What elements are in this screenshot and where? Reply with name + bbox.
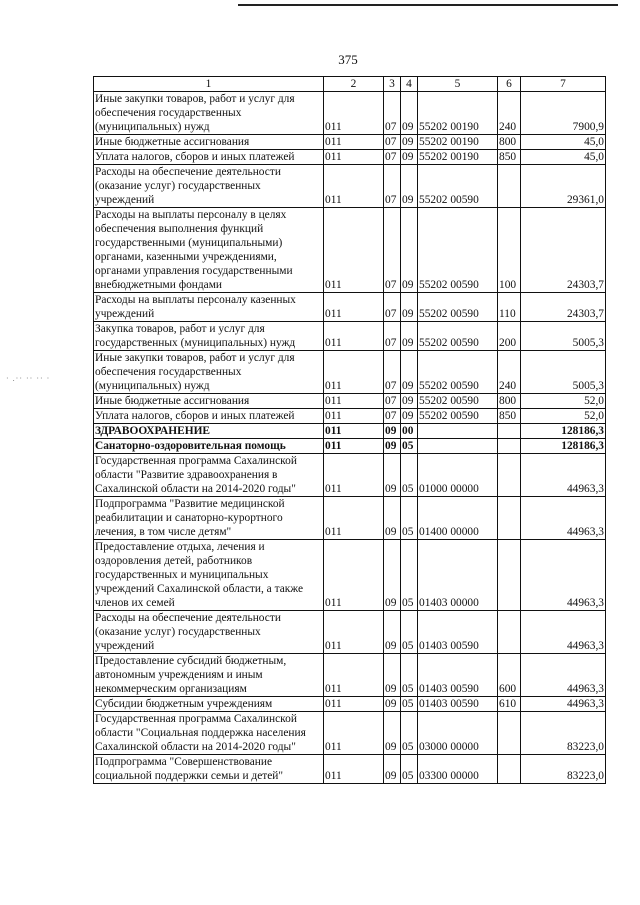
amount: 83223,0 <box>521 712 606 755</box>
ministry-code: 011 <box>324 654 384 697</box>
article-code: 01403 00590 <box>418 654 498 697</box>
section-code: 07 <box>384 394 401 409</box>
ministry-code: 011 <box>324 497 384 540</box>
article-code: 55202 00590 <box>418 293 498 322</box>
column-header: 5 <box>418 77 498 92</box>
subsection-code: 09 <box>401 208 418 293</box>
amount: 52,0 <box>521 409 606 424</box>
row-name: Подпрограмма "Развитие медицинской реабилитации и санаторно-курортного лечения, в том числе детям" <box>94 497 324 540</box>
amount: 44963,3 <box>521 497 606 540</box>
row-name: Подпрограмма "Совершенствование социальной поддержки семьи и детей" <box>94 755 324 784</box>
amount: 45,0 <box>521 150 606 165</box>
row-name: Субсидии бюджетным учреждениям <box>94 697 324 712</box>
row-name: Предоставление субсидий бюджетным, автономным учреждениям и иным некоммерческим организациям <box>94 654 324 697</box>
subsection-code: 09 <box>401 293 418 322</box>
ministry-code: 011 <box>324 611 384 654</box>
subsection-code: 05 <box>401 697 418 712</box>
row-name: Закупка товаров, работ и услуг для государственных (муниципальных) нужд <box>94 322 324 351</box>
ministry-code: 011 <box>324 150 384 165</box>
subsection-code: 09 <box>401 150 418 165</box>
article-code: 55202 00190 <box>418 150 498 165</box>
ministry-code: 011 <box>324 454 384 497</box>
subsection-code: 09 <box>401 165 418 208</box>
section-code: 09 <box>384 697 401 712</box>
page-number: 375 <box>338 52 358 67</box>
amount: 128186,3 <box>521 424 606 439</box>
article-code: 55202 00590 <box>418 165 498 208</box>
budget-table <box>93 76 606 784</box>
ministry-code: 011 <box>324 165 384 208</box>
table-row <box>94 424 606 439</box>
expense-type-code: 240 <box>498 351 521 394</box>
row-name: Расходы на выплаты персоналу в целях обеспечения выполнения функций государственными (муниципальными) органами, казенными учреждениями, органами управления государственными внебюджетными фондами <box>94 208 324 293</box>
amount: 83223,0 <box>521 755 606 784</box>
expense-type-code <box>498 439 521 454</box>
table-row <box>94 135 606 150</box>
article-code: 55202 00190 <box>418 135 498 150</box>
table-row <box>94 540 606 611</box>
amount: 44963,3 <box>521 540 606 611</box>
expense-type-code: 600 <box>498 654 521 697</box>
row-name: Предоставление отдыха, лечения и оздоровления детей, работников государственных и муниципальных учреждений Сахалинской области, а также членов их семей <box>94 540 324 611</box>
expense-type-code: 200 <box>498 322 521 351</box>
section-code: 09 <box>384 439 401 454</box>
column-header: 1 <box>94 77 324 92</box>
section-code: 09 <box>384 755 401 784</box>
expense-type-code <box>498 497 521 540</box>
expense-type-code <box>498 712 521 755</box>
ministry-code: 011 <box>324 293 384 322</box>
table-row <box>94 409 606 424</box>
amount: 24303,7 <box>521 293 606 322</box>
article-code: 03300 00000 <box>418 755 498 784</box>
expense-type-code <box>498 540 521 611</box>
row-name: Иные бюджетные ассигнования <box>94 394 324 409</box>
article-code: 55202 00590 <box>418 322 498 351</box>
table-row <box>94 654 606 697</box>
ministry-code: 011 <box>324 424 384 439</box>
section-code: 09 <box>384 540 401 611</box>
row-name: Санаторно-оздоровительная помощь <box>94 439 324 454</box>
table-row <box>94 351 606 394</box>
subsection-code: 05 <box>401 497 418 540</box>
amount: 44963,3 <box>521 611 606 654</box>
section-code: 09 <box>384 424 401 439</box>
article-code: 55202 00590 <box>418 208 498 293</box>
column-header: 3 <box>384 77 401 92</box>
amount: 52,0 <box>521 394 606 409</box>
column-header: 2 <box>324 77 384 92</box>
table-row <box>94 697 606 712</box>
section-code: 09 <box>384 654 401 697</box>
amount: 24303,7 <box>521 208 606 293</box>
article-code <box>418 424 498 439</box>
expense-type-code: 800 <box>498 135 521 150</box>
section-code: 07 <box>384 165 401 208</box>
column-header: 7 <box>521 77 606 92</box>
ministry-code: 011 <box>324 135 384 150</box>
expense-type-code: 240 <box>498 92 521 135</box>
article-code: 01403 00590 <box>418 611 498 654</box>
expense-type-code <box>498 454 521 497</box>
row-name: Уплата налогов, сборов и иных платежей <box>94 409 324 424</box>
table-row <box>94 454 606 497</box>
amount: 29361,0 <box>521 165 606 208</box>
ministry-code: 011 <box>324 322 384 351</box>
table-row <box>94 208 606 293</box>
subsection-code: 09 <box>401 135 418 150</box>
amount: 7900,9 <box>521 92 606 135</box>
subsection-code: 05 <box>401 454 418 497</box>
row-name: Иные закупки товаров, работ и услуг для обеспечения государственных (муниципальных) нужд <box>94 351 324 394</box>
ministry-code: 011 <box>324 697 384 712</box>
table-row <box>94 92 606 135</box>
article-code: 55202 00190 <box>418 92 498 135</box>
subsection-code: 09 <box>401 409 418 424</box>
row-name: Государственная программа Сахалинской области "Социальная поддержка населения Сахалинской области на 2014-2020 годы" <box>94 712 324 755</box>
amount: 5005,3 <box>521 351 606 394</box>
section-code: 09 <box>384 611 401 654</box>
section-code: 07 <box>384 208 401 293</box>
table-row <box>94 322 606 351</box>
ministry-code: 011 <box>324 755 384 784</box>
section-code: 07 <box>384 150 401 165</box>
row-name: Уплата налогов, сборов и иных платежей <box>94 150 324 165</box>
subsection-code: 05 <box>401 439 418 454</box>
row-name: Расходы на обеспечение деятельности (оказание услуг) государственных учреждений <box>94 611 324 654</box>
expense-type-code: 110 <box>498 293 521 322</box>
table-row <box>94 439 606 454</box>
expense-type-code: 850 <box>498 150 521 165</box>
article-code: 55202 00590 <box>418 351 498 394</box>
section-code: 09 <box>384 497 401 540</box>
ministry-code: 011 <box>324 351 384 394</box>
ministry-code: 011 <box>324 394 384 409</box>
table-row <box>94 394 606 409</box>
table-row <box>94 165 606 208</box>
table-row <box>94 497 606 540</box>
amount: 45,0 <box>521 135 606 150</box>
subsection-code: 09 <box>401 322 418 351</box>
article-code: 01400 00000 <box>418 497 498 540</box>
section-code: 09 <box>384 454 401 497</box>
subsection-code: 05 <box>401 755 418 784</box>
subsection-code: 09 <box>401 92 418 135</box>
subsection-code: 05 <box>401 540 418 611</box>
expense-type-code <box>498 424 521 439</box>
ministry-code: 011 <box>324 208 384 293</box>
amount: 44963,3 <box>521 454 606 497</box>
expense-type-code: 800 <box>498 394 521 409</box>
subsection-code: 05 <box>401 712 418 755</box>
subsection-code: 05 <box>401 654 418 697</box>
section-code: 07 <box>384 135 401 150</box>
section-code: 07 <box>384 322 401 351</box>
subsection-code: 00 <box>401 424 418 439</box>
section-code: 07 <box>384 92 401 135</box>
ministry-code: 011 <box>324 92 384 135</box>
row-name: Иные бюджетные ассигнования <box>94 135 324 150</box>
column-header: 4 <box>401 77 418 92</box>
amount: 44963,3 <box>521 654 606 697</box>
expense-type-code: 100 <box>498 208 521 293</box>
row-name: Расходы на обеспечение деятельности (оказание услуг) государственных учреждений <box>94 165 324 208</box>
subsection-code: 05 <box>401 611 418 654</box>
column-header: 6 <box>498 77 521 92</box>
table-row <box>94 712 606 755</box>
article-code: 03000 00000 <box>418 712 498 755</box>
amount: 5005,3 <box>521 322 606 351</box>
section-code: 07 <box>384 351 401 394</box>
ministry-code: 011 <box>324 712 384 755</box>
article-code: 55202 00590 <box>418 409 498 424</box>
article-code: 01403 00590 <box>418 697 498 712</box>
expense-type-code: 850 <box>498 409 521 424</box>
article-code: 01403 00000 <box>418 540 498 611</box>
row-name: Государственная программа Сахалинской области "Развитие здравоохранения в Сахалинской области на 2014-2020 годы" <box>94 454 324 497</box>
row-name: ЗДРАВООХРАНЕНИЕ <box>94 424 324 439</box>
row-name: Иные закупки товаров, работ и услуг для обеспечения государственных (муниципальных) нужд <box>94 92 324 135</box>
table-row <box>94 150 606 165</box>
amount: 128186,3 <box>521 439 606 454</box>
section-code: 07 <box>384 409 401 424</box>
ministry-code: 011 <box>324 409 384 424</box>
ministry-code: 011 <box>324 439 384 454</box>
section-code: 07 <box>384 293 401 322</box>
expense-type-code <box>498 165 521 208</box>
section-code: 09 <box>384 712 401 755</box>
table-row <box>94 755 606 784</box>
expense-type-code <box>498 755 521 784</box>
expense-type-code <box>498 611 521 654</box>
subsection-code: 09 <box>401 394 418 409</box>
expense-type-code: 610 <box>498 697 521 712</box>
row-name: Расходы на выплаты персоналу казенных учреждений <box>94 293 324 322</box>
article-code: 01000 00000 <box>418 454 498 497</box>
subsection-code: 09 <box>401 351 418 394</box>
table-row <box>94 611 606 654</box>
table-row <box>94 293 606 322</box>
article-code <box>418 439 498 454</box>
ministry-code: 011 <box>324 540 384 611</box>
table-header-row <box>94 77 606 92</box>
amount: 44963,3 <box>521 697 606 712</box>
article-code: 55202 00590 <box>418 394 498 409</box>
top-rule <box>238 4 618 6</box>
scan-artifact: · .·· ·· ·· · <box>6 374 51 383</box>
